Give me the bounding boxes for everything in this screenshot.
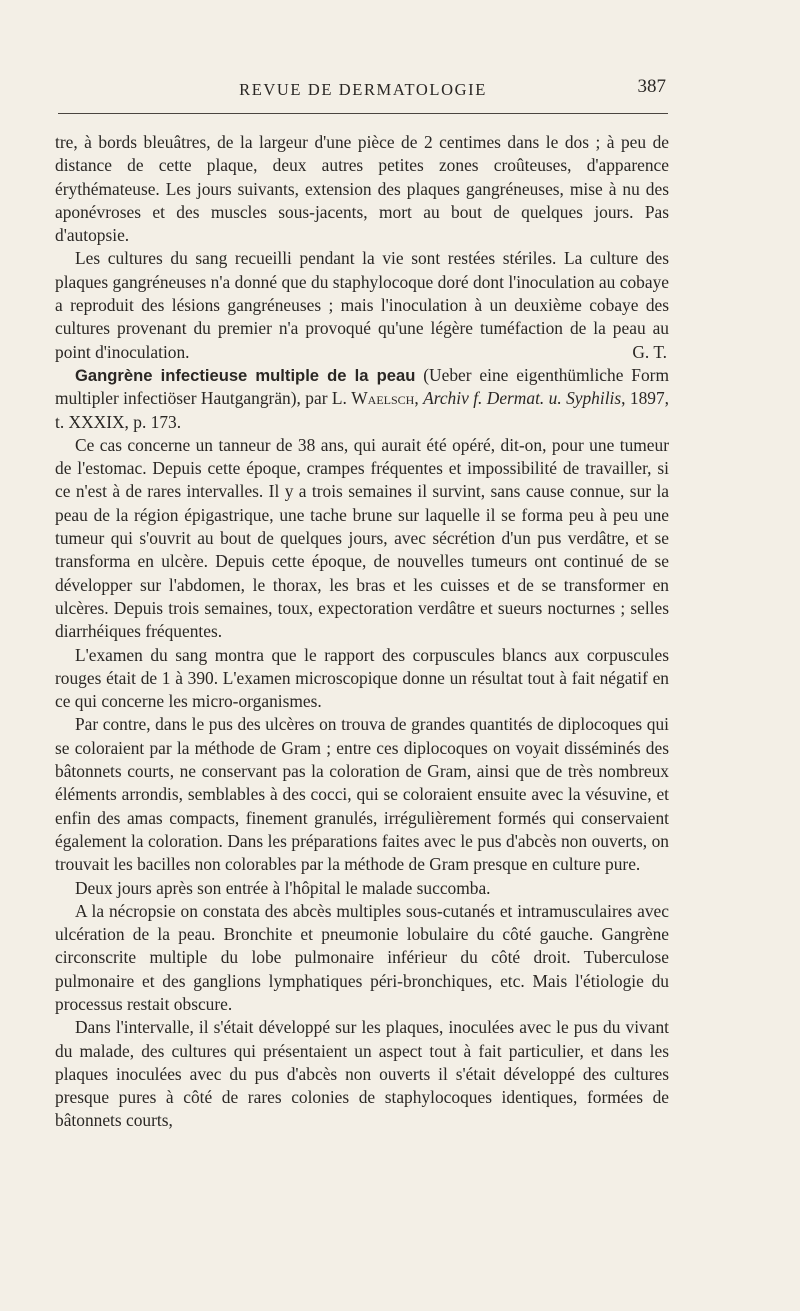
paragraph-continued: tre, à bords bleuâtres, de la largeur d'une pièce de 2 centimes dans le dos ; à peu de distance de cette plaque, deux autres petites zones croûteuses, d'apparence érythémateuse. Les jours suivants, extension des plaques gangréneuses, mise à nu des aponévroses et des muscles sous-jacents, mort au bout de quelques jours. Pas d'autopsie. (55, 132, 669, 246)
paragraph-death: Deux jours après son entrée à l'hôpital le malade succomba. (75, 877, 491, 898)
article-author: Waelsch (351, 388, 415, 409)
article-journal: Archiv f. Dermat. u. Syphilis (423, 388, 622, 409)
paragraph-cultures (55, 247, 669, 363)
paragraph-blood: L'examen du sang montra que le rapport des corpuscules blancs aux corpuscules rouges était de 1 à 390. L'examen microscopique donne un résultat tout à fait négatif en ce qui concerne les micro-organismes. (55, 644, 669, 712)
article-ref-c: , 1897, t. XXXIX, p. 173. (55, 388, 670, 432)
paragraph-necropsy: A la nécropsie on constata des abcès multiples sous-cutanés et intramusculaires avec ulcération de la peau. Bronchite et pneumonie lobulaire du côté gauche. Gangrène circonscrite multiple du lobe pulmonaire inférieur du côté droit. Tuberculose pulmonaire et des ganglions lymphatiques péri-bronchiques, etc. Mais l'étiologie du processus restait obscure. (55, 900, 669, 1014)
signature: G. T. (632, 341, 667, 362)
article-title: Gangrène infectieuse multiple de la peau (75, 365, 416, 385)
article-ref-a: (Ueber eine eigenthümliche Form multipler infectiöser Hautgangrän), par L. (55, 364, 669, 409)
paragraph-pus: Par contre, dans le pus des ulcères on trouva de grandes quantités de diplocoques qui se coloraient par la méthode de Gram ; entre ces diplocoques on voyait disséminés des bâtonnets courts, ne conservant pas la coloration de Gram, ainsi que de très nombreux éléments arrondis, semblables à des cocci, qui se coloraient ensuite avec la vésuvine, et enfin des amas compacts, finement granulés, irrégulièrement formés qui conservaient également la coloration. Dans les préparations faites avec le pus d'abcès non ouverts, on trouvait les bacilles non colorables par la méthode de Gram presque en culture pure. (55, 714, 669, 875)
running-title: REVUE DE DERMATOLOGIE (239, 80, 487, 99)
page-number: 387 (637, 76, 666, 97)
paragraph-case: Ce cas concerne un tanneur de 38 ans, qui aurait été opéré, dit-on, pour une tumeur de l'estomac. Depuis cette époque, crampes fréquentes et impossibilité de travailler, si ce n'est à de rares intervalles. Il y a trois semaines il survint, sans cause connue, sur la peau de la région épigastrique, une tache brune sur laquelle il se forma peu à peu une tumeur qui s'ouvrit au bout de quelques jours, avec sécrétion d'un pus verdâtre, et se transforma en ulcère. Depuis cette époque, de nouvelles tumeurs ont continué de se développer sur l'abdomen, le thorax, les bras et les cuisses et de se transformer en ulcères. Depuis trois semaines, toux, expectoration verdâtre et sueurs nocturnes ; selles diarrhéiques fréquentes. (55, 434, 669, 642)
paragraph-cultures-text: Les cultures du sang recueilli pendant la vie sont restées stériles. La culture des plaques gangréneuses n'a donné que du staphylocoque doré dont l'inoculation au cobaye a reproduit des lésions gangréneuses ; mais l'inoculation à un deuxième cobaye des cultures provenant du premier n'a provoqué qu'une légère tuméfaction de la peau au point d'inoculation. (55, 248, 669, 362)
body-text (55, 131, 669, 1133)
page-header (58, 76, 668, 102)
article-heading (55, 364, 669, 434)
paragraph-cultures-plates: Dans l'intervalle, il s'était développé sur les plaques, inoculées avec le pus du vivant du malade, des cultures qui présentaient un aspect tout à fait particulier, et dans les plaques inoculées avec du pus d'abcès non ouverts il s'était développé des cultures presque pures à côté de rares colonies de staphylocoques identiques, formées de bâtonnets courts, (55, 1017, 669, 1131)
header-rule (58, 113, 668, 114)
article-ref-b: , (414, 388, 424, 409)
